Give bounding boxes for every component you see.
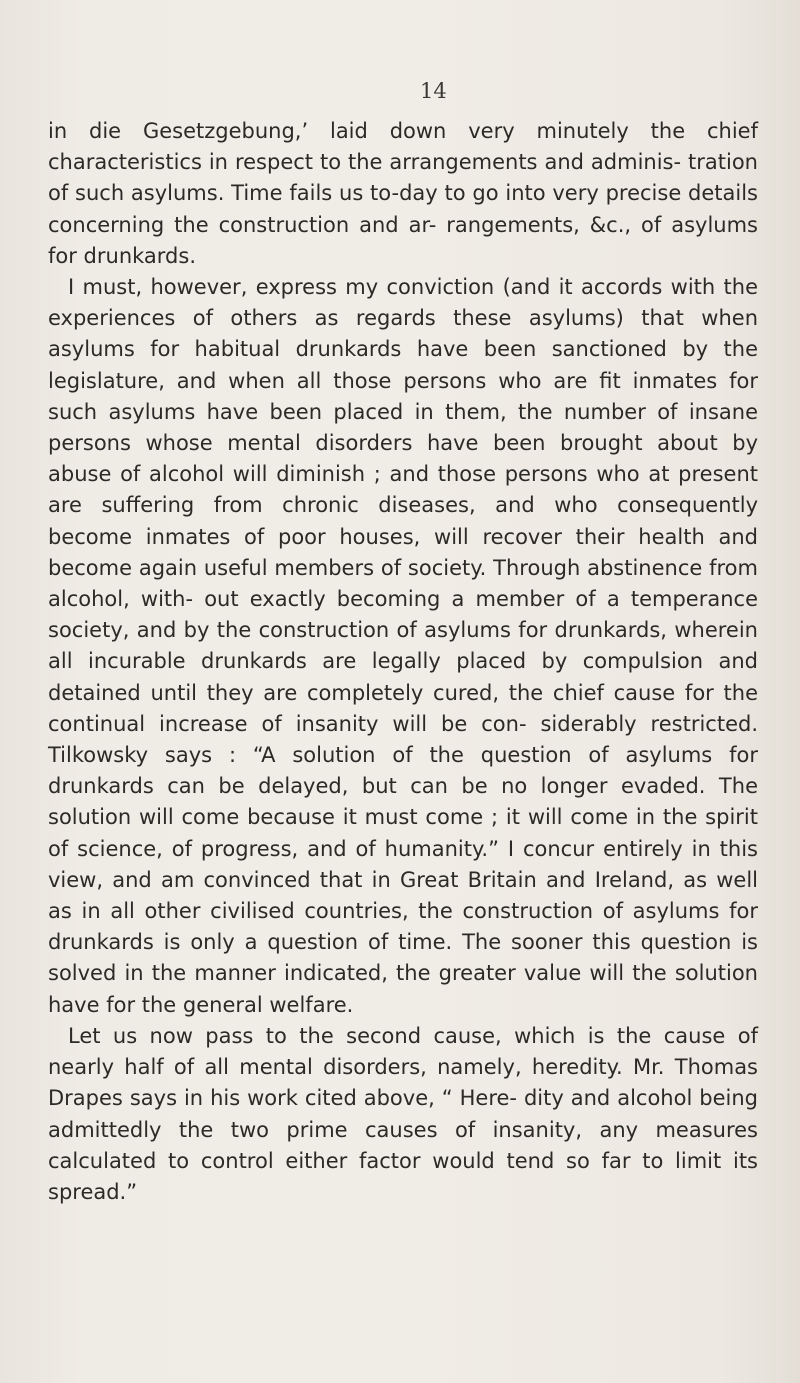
page-number: 14 <box>420 79 447 103</box>
paragraph-3: Let us now pass to the second cause, which is the cause of nearly half of all mental disorders, namely, heredity. Mr. Thomas Drapes says in his work cited above, “ Here- dity and alcohol being admittedly the two prime causes of insanity, any measures calculated to control either factor would tend so far to limit its spread.” <box>48 1023 758 1204</box>
paragraph-2: I must, however, express my conviction (and it accords with the experiences of others as regards these asylums) that when asylums for habitual drunkards have been sanctioned by the legislature, and when all those persons who are fit inmates for such asylums have been placed in them, the number of insane persons whose mental disorders have been brought about by abuse of alcohol will diminish ; and those persons who at present are suffering from chronic diseases, and who consequently become inmates of poor houses, will recover their health and become again useful members of society. Through abstinence from alcohol, with- out exactly becoming a member of a temperance society, and by the construction of asylums for drunkards, wherein all incurable drunkards are legally placed by compulsion and detained until they are completely cured, the chief cause for the continual increase of insanity will be con- siderably restricted. Tilkowsky says : “A solution of the question of asylums for drunkards can be delayed, but can be no longer evaded. The solution will come because it must come ; it will come in the spirit of science, of progress, and of humanity.” I concur entirely in this view, and am convinced that in Great Britain and Ireland, as well as in all other civilised countries, the construction of asylums for drunkards is only a question of time. The sooner this question is solved in the manner indicated, the greater value will the solution have for the general welfare. <box>48 275 758 1017</box>
paragraph-1: in die Gesetzgebung,’ laid down very minutely the chief characteristics in respect to the arrangements and adminis- tration of such asylums. Time fails us to-day to go into very precise details concerning the construction and ar- rangements, &c., of asylums for drunkards. <box>48 119 758 268</box>
body-text <box>48 116 758 1208</box>
